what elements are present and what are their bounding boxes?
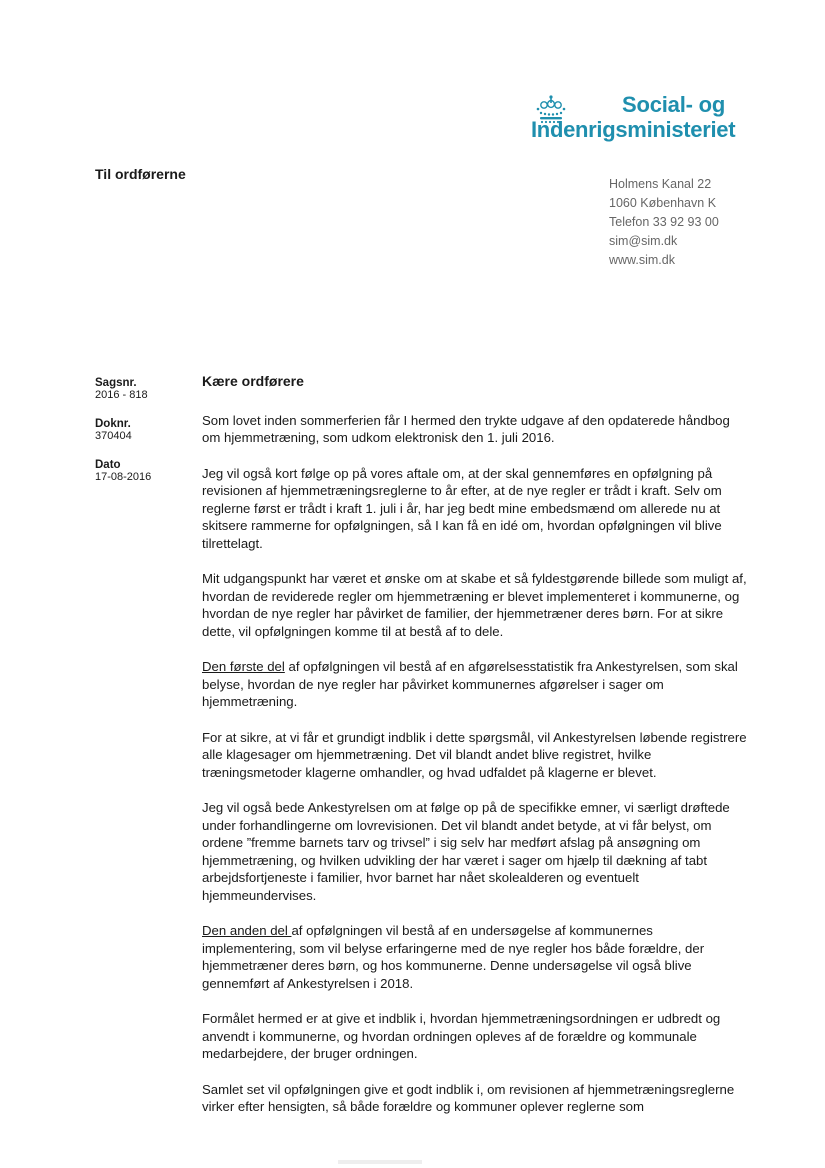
recipient-heading: Til ordførerne — [95, 166, 186, 182]
paragraph-8: Formålet hermed er at give et indblik i, hvordan hjemmetræningsordningen er udbredt og anvendt i kommunerne, og hvordan ordningen opleves af de forældre og kommunale medarbejdere, der bruger ordningen. — [202, 1011, 721, 1061]
paragraph-2: Jeg vil også kort følge op på vores aftale om, at der skal gennemføres en opfølgning på revisionen af hjemmetræningsreglerne to år efter, at de nye regler er trådt i kraft. Selv om reglerne først er trådt i kraft 1. juli i år, har jeg bedt mine embedsmænd om allerede nu at skitsere rammerne for opfølgningen, så I kan få en idé om, hvordan opfølgningen vil blive tilrettelagt. — [202, 465, 722, 551]
address-street: Holmens Kanal 22 — [609, 177, 712, 191]
paragraph-3: Mit udgangspunkt har været et ønske om at skabe et så fyldestgørende billede som muligt af, hvordan de reviderede regler om hjemmetræning er blevet implementeret i kommunerne, og hvordan de nye regler har påvirket de familier, der hjemmetræner deres børn. For at sikre dette, vil opfølgningen komme til at bestå af to dele. — [202, 571, 747, 639]
paragraph-6: Jeg vil også bede Ankestyrelsen om at følge op på de specifikke emner, vi særligt drøftede under forhandlingerne om lovrevisionen. Det vil blandt andet betyde, at vi får belyst, om ordene ”fremme barnets tarv og trivsel” i sig selv har medført afslag på ansøgning om hjemmetræning, og hvilken udvikling der har været i sager om hjælp til dækning af tabt arbejdsfortjeneste i familier, hvor barnet har nået skolealderen og eventuelt hjemmeundervises. — [202, 800, 730, 903]
paragraph-5: For at sikre, at vi får et grundigt indblik i dette spørgsmål, vil Ankestyrelsen løbende registrere alle klagesager om hjemmetræning. Det vil blandt andet blive registret, hvilke træningsmetoder klagerne omhandler, og hvad udfaldet på klagerne er blevet. — [202, 729, 747, 780]
letter-greeting: Kære ordførere — [202, 373, 304, 389]
paragraph-4-text: af opfølgningen vil bestå af en afgørelsesstatistik fra Ankestyrelsen, som skal belyse, hvordan de nye regler har påvirket kommunernes afgørelser i sager om hjemmetræning. — [202, 659, 738, 709]
paragraph-1: Som lovet inden sommerferien får I hermed den trykte udgave af den opdaterede håndbog om hjemmetræning, som udkom elektronisk den 1. juli 2016. — [202, 412, 730, 445]
paragraph-7-text: af opfølgningen vil bestå af en undersøgelse af kommunernes implementering, som vil belyse erfaringerne med de nye regler hos både forældre, der hjemmetræner deres børn, og hos kommunerne. Denne undersøgelse vil også blive gennemført af Ankestyrelsen i 2018. — [202, 923, 705, 991]
first-part-emphasis: Den første del — [202, 659, 285, 674]
doknr-value: 370404 — [95, 430, 132, 442]
dato-label: Dato — [95, 459, 121, 471]
case-metadata — [95, 377, 151, 500]
address-email: sim@sim.dk — [609, 234, 678, 248]
paragraph-9: Samlet set vil opfølgningen give et godt indblik i, om revisionen af hjemmetræningsreglerne virker efter hensigten, så både forældre og kommuner oplever reglerne som — [202, 1081, 735, 1114]
paragraph-7 — [202, 922, 747, 992]
scan-artifact — [338, 1160, 422, 1164]
ministry-name-line2: Indenrigsministeriet — [531, 117, 736, 142]
sender-address — [609, 175, 719, 270]
ministry-name-line1: Social- og — [622, 92, 726, 117]
second-part-emphasis: Den anden del — [202, 923, 292, 938]
address-phone: Telefon 33 92 93 00 — [609, 215, 719, 229]
doknr-label: Doknr. — [95, 418, 131, 430]
sagsnr-label: Sagsnr. — [95, 377, 137, 389]
dato-value: 17-08-2016 — [95, 471, 152, 483]
paragraph-4 — [202, 658, 747, 711]
address-city: 1060 København K — [609, 196, 717, 210]
ministry-logo — [528, 92, 738, 148]
address-website: www.sim.dk — [609, 253, 675, 267]
letter-body — [202, 373, 747, 1134]
sagsnr-value: 2016 - 818 — [95, 389, 148, 401]
